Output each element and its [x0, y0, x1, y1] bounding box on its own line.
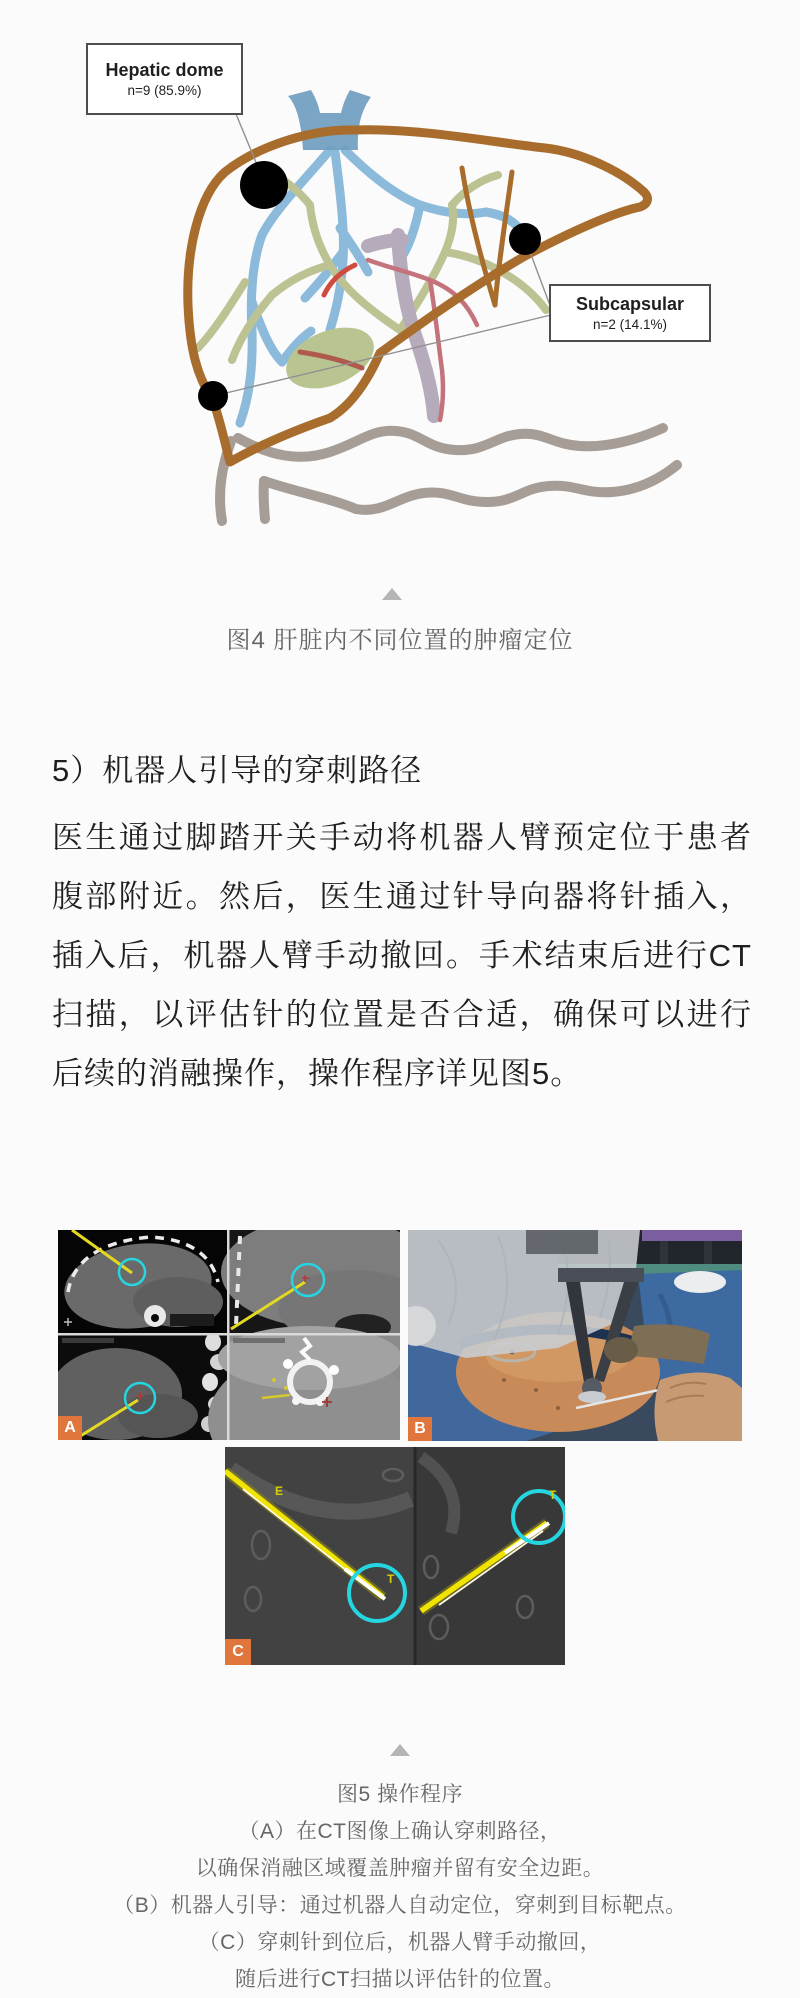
panel-a-divider-h	[58, 1333, 400, 1336]
ct-quadrant-3d-volume	[208, 1326, 400, 1440]
tumor-dot-hepatic-dome	[240, 161, 288, 209]
white-cloth	[674, 1271, 726, 1293]
panel-c-label: C	[225, 1639, 251, 1665]
hepatic-dome-label-title: Hepatic dome	[105, 60, 224, 80]
collapse-triangle-icon-2[interactable]	[390, 1744, 410, 1756]
panel-a-graphic	[58, 1230, 400, 1440]
hepatic-dome-label-box	[86, 43, 243, 115]
panel-a-label: A	[58, 1416, 82, 1440]
panel-c-graphic	[225, 1447, 565, 1665]
panel-b-label: B	[408, 1417, 432, 1441]
panel-b-graphic	[408, 1230, 742, 1441]
figure5-panel-a-ct-images	[58, 1230, 400, 1440]
section-heading: 5）机器人引导的穿刺路径	[52, 753, 423, 788]
needle-target-label-left: T	[387, 1572, 395, 1586]
figure5-caption-title: 图5 操作程序	[336, 1783, 463, 1806]
section-paragraph: 医生通过脚踏开关手动将机器人臂预定位于患者腹部附近。然后，医生通过针导向器将针插入，插入后，机器人臂手动撤回。手术结束后进行CT扫描，以评估针的位置是否合适，确保可以进行后续的消融操作，操作程序详见图5。	[52, 820, 752, 1091]
figure5-panel-c-ct-images	[225, 1447, 565, 1665]
figure5-caption-line-b: （B）机器人引导：通过机器人自动定位，穿刺到目标靶点。	[113, 1894, 687, 1917]
tumor-dot-subcapsular-right	[509, 223, 541, 255]
subcapsular-label-title: Subcapsular	[575, 294, 685, 314]
subcapsular-label-box	[549, 284, 711, 342]
figure4-caption: 图4 肝脏内不同位置的肿瘤定位	[226, 627, 574, 654]
subcapsular-label-count: n=2 (14.1%)	[593, 317, 667, 332]
needle-entry-label: E	[275, 1484, 284, 1498]
figure5-panel-b-photo	[408, 1230, 742, 1441]
needle-target-label-right: T	[549, 1488, 557, 1502]
hepatic-dome-label-count: n=9 (85.9%)	[127, 83, 202, 98]
bowel-loops-illustration	[220, 428, 677, 521]
collapse-triangle-icon[interactable]	[382, 588, 402, 600]
figure5-caption-line-c: （C）穿刺针到位后，机器人臂手动撤回，	[198, 1931, 602, 1954]
figure5-caption-line-c2: 随后进行CT扫描以评估针的位置。	[235, 1968, 565, 1991]
ct-quadrant-sagittal	[58, 1333, 228, 1440]
figure5-caption-line-a: （A）在CT图像上确认穿刺路径，	[238, 1820, 562, 1843]
tumor-dot-subcapsular-left	[198, 381, 228, 411]
figure5-caption-line-a2: 以确保消融区域覆盖肿瘤并留有安全边距。	[195, 1857, 605, 1880]
